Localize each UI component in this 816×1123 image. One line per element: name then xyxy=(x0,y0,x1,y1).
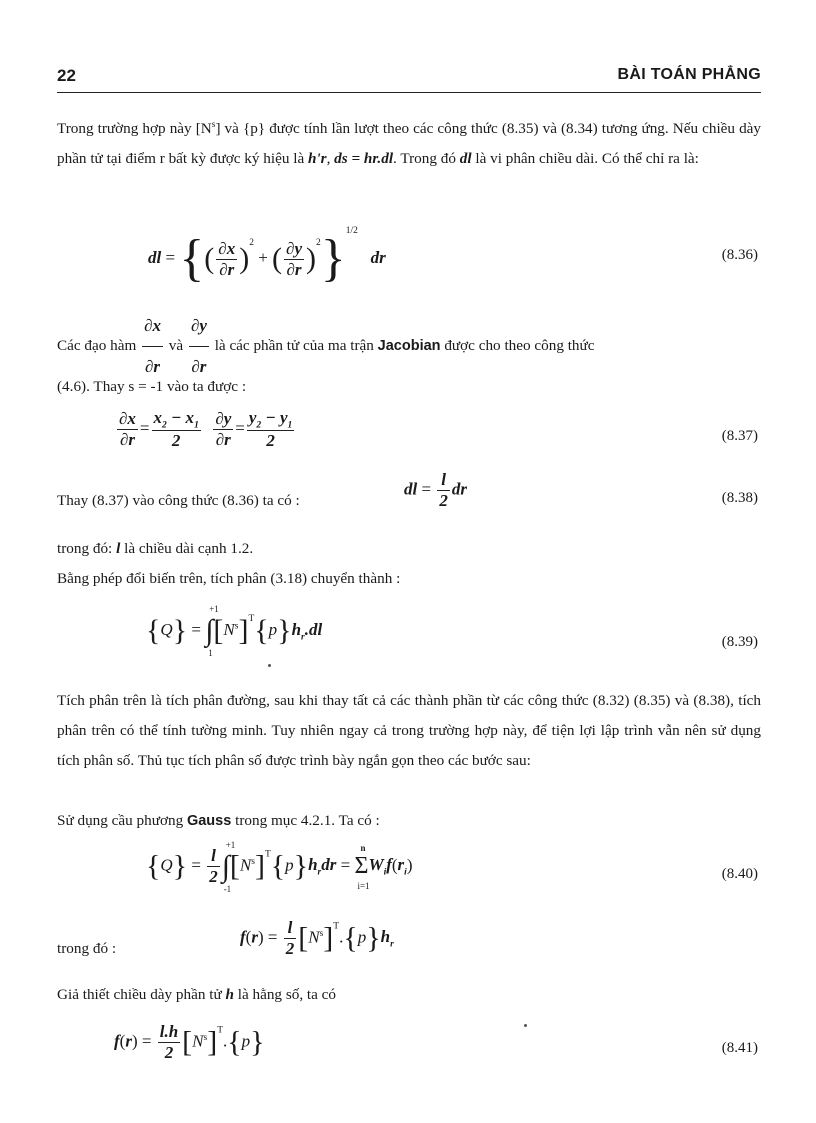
equation-number-8-41: (8.41) xyxy=(721,1040,758,1056)
equation-8-36: dl = {( $\frac{\partial x}{\partial r}$ )$^2$ + ( $\frac{\partial y}{\partial r}$ )$^2$}$^{1/2}$ dr xyxy=(148,226,386,288)
equation-8-40: {Q} = $\frac{l}{2}$ ∫ +1 -1 $[N^s]^T\{p\}h_rdr = \Sigma$ n i=1 $W_if(r_i)$ xyxy=(146,839,413,894)
paragraph-10: Giả thiết chiều dày phần tử h là hằng số, ta có xyxy=(57,986,337,1003)
paragraph-9: trong đó : xyxy=(57,940,117,957)
paragraph-3: (4.6). Thay s = -1 vào ta được : xyxy=(57,378,247,395)
header-rule xyxy=(57,92,761,93)
equation-number-8-36: (8.36) xyxy=(721,247,758,263)
page-header xyxy=(57,66,761,90)
section-title: BÀI TOÁN PHẲNG xyxy=(617,66,761,83)
speck-mark xyxy=(268,664,271,667)
gauss-term: Gauss xyxy=(186,813,232,829)
paragraph-2: Các đạo hàm $\frac{\partial x}{\partial r}$ và $\frac{\partial y}{\partial r}$ là các phần tử của ma trận Jacobian được cho theo công thức xyxy=(57,306,761,387)
equation-number-8-40: (8.40) xyxy=(721,866,758,882)
speck-mark-2 xyxy=(524,1024,527,1027)
paragraph-6: Bằng phép đổi biến trên, tích phân (3.18) chuyển thành : xyxy=(57,570,401,587)
equation-number-8-37: (8.37) xyxy=(721,428,758,444)
equation-8-39: {Q} = ∫ +1 1 $[N^s]^T\{p\}h_r.dl$ xyxy=(146,604,323,659)
equation-8-41: f(r) = $\frac{l.h}{2}$ $[N^s]^T.\{p\}$ xyxy=(114,1022,265,1062)
page-number: 22 xyxy=(57,66,76,85)
equation-number-8-38: (8.38) xyxy=(721,490,758,506)
paragraph-5: trong đó: l là chiều dài cạnh 1.2. xyxy=(57,540,254,557)
paragraph-8: Sử dụng cầu phương Gauss trong mục 4.2.1. Ta có : xyxy=(57,812,380,829)
paragraph-1: Trong trường hợp này $[N^s]$ và {p} được tính lần lượt theo các công thức (8.35) và (8.34) tương ứng. Nếu chiều dày phần tử tại điểm r bất kỳ được ký hiệu là h'r, ds = hr.dl. Trong đó dl là vi phân chiều dài. Có thể chỉ ra là: xyxy=(57,120,762,168)
jacobian-term: Jacobian xyxy=(377,337,441,354)
equation-8-38: dl = $\frac{l}{2}$ dr xyxy=(404,470,467,510)
equation-f-r: f(r) = $\frac{l}{2}$ $[N^s]^T.\{p\}h_r$ xyxy=(240,918,394,958)
paragraph-7: Tích phân trên là tích phân đường, sau khi thay tất cả các thành phần từ các công thức (8.32) (8.35) và (8.38), tích phân trên có thể tính tường minh. Tuy nhiên ngay cả trong trường hợp này, để tiện lợi lập trình vẫn nên sử dụng tích phân số. Thủ tục tích phân số được trình bày ngắn gọn theo các bước sau: xyxy=(57,692,761,769)
equation-number-8-39: (8.39) xyxy=(721,634,758,650)
equation-8-37: $\frac{\partial x}{\partial r}$ = $\frac{x_2 - x_1}{2}$ $\frac{\partial y}{\partial r}$ = $\frac{y_2 - y_1}{2}$ xyxy=(119,408,293,451)
paragraph-4: Thay (8.37) vào công thức (8.36) ta có : xyxy=(57,492,300,509)
